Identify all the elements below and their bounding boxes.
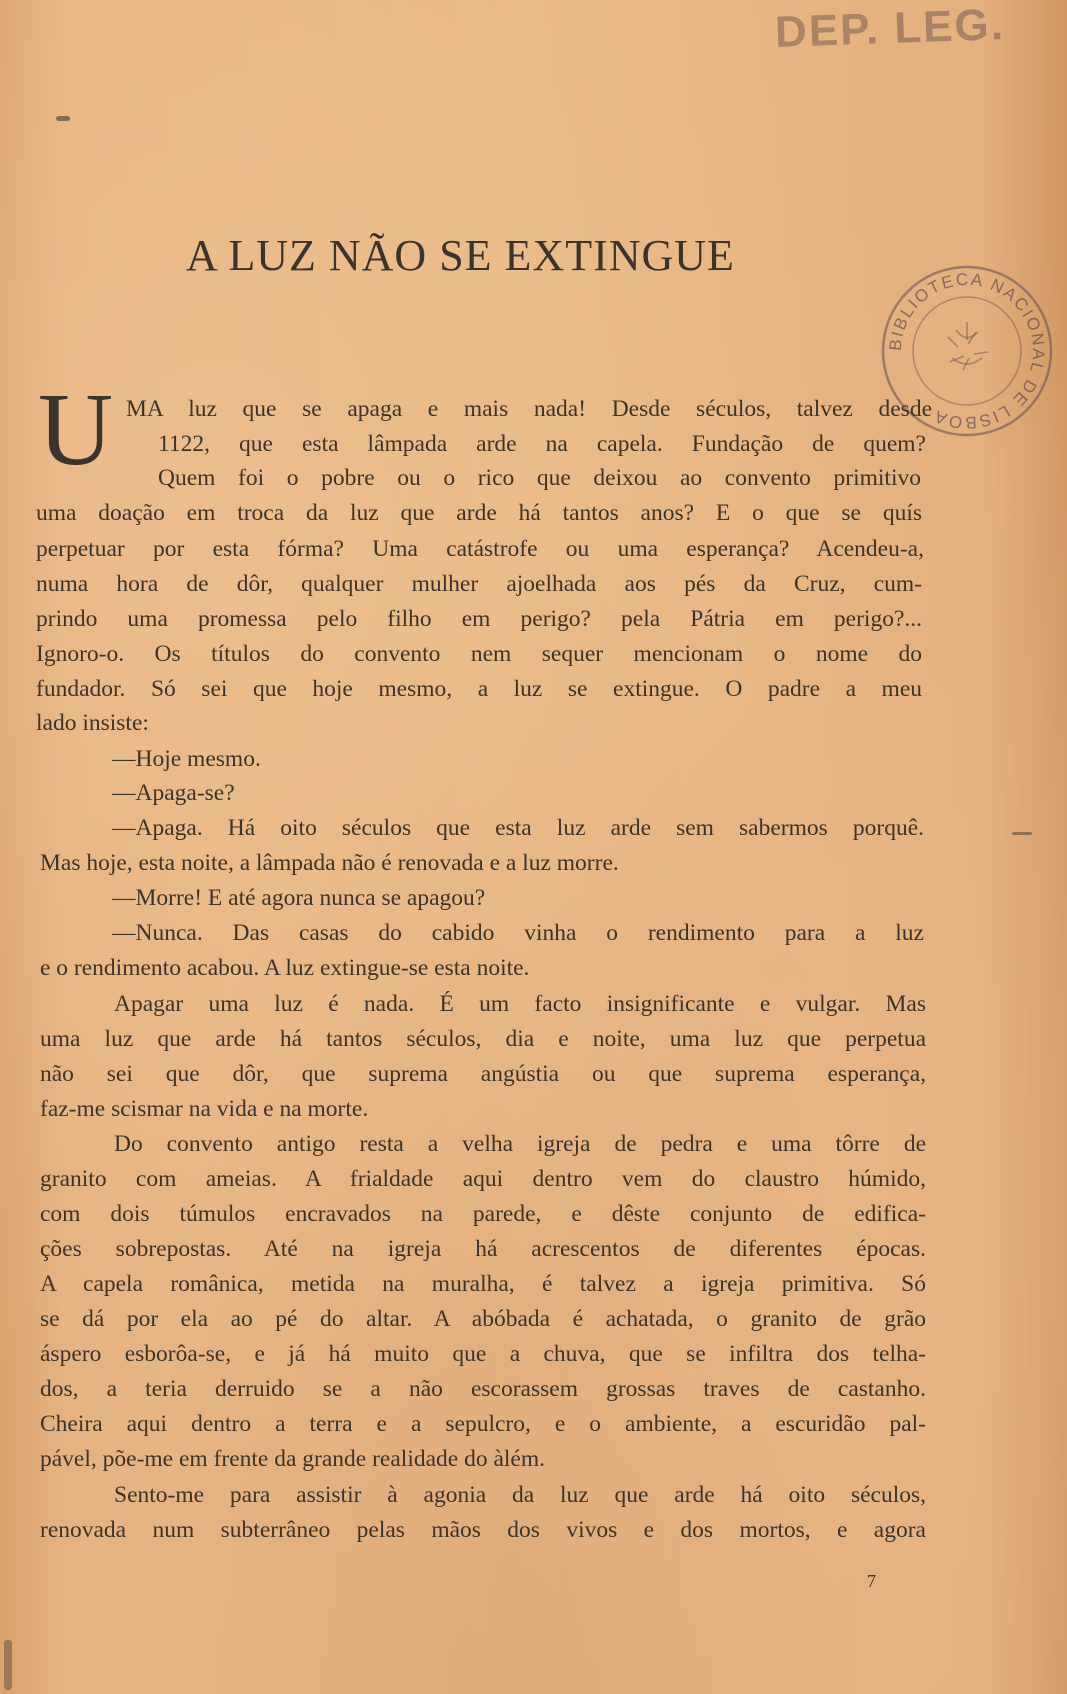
text-line: renovada num subterrâneo pelas mãos dos vivos e dos mortos, e agora bbox=[40, 1517, 926, 1543]
text-line: e o rendimento acabou. A luz extingue-se esta noite. bbox=[40, 955, 530, 981]
text-line: áspero esborôa-se, e já há muito que a chuva, que se infiltra dos telha- bbox=[40, 1341, 926, 1367]
text-line: granito com ameias. A frialdade aqui dentro vem do claustro húmido, bbox=[40, 1166, 926, 1192]
text-line: perpetuar por esta fórma? Uma catástrofe ou uma esperança? Acendeu-a, bbox=[36, 536, 924, 562]
legal-deposit-stamp: DEP. LEG. bbox=[774, 0, 1006, 57]
text-line: com dois túmulos encravados na parede, e dêste conjunto de edifica- bbox=[40, 1201, 926, 1227]
text-line: uma luz que arde há tantos séculos, dia e noite, uma luz que perpetua bbox=[40, 1026, 926, 1052]
text-line: Ignoro-o. Os títulos do convento nem sequer mencionam o nome do bbox=[36, 641, 922, 667]
dialogue-line: —Hoje mesmo. bbox=[112, 746, 261, 772]
text-line: numa hora de dôr, qualquer mulher ajoelhada aos pés da Cruz, cum- bbox=[36, 571, 922, 597]
text-line: A capela românica, metida na muralha, é talvez a igreja primitiva. Só bbox=[40, 1271, 926, 1297]
text-line: Quem foi o pobre ou o rico que deixou ao convento primitivo bbox=[158, 465, 921, 491]
edge-mark bbox=[4, 1640, 12, 1690]
text-line: Cheira aqui dentro a terra e a sepulcro, e o ambiente, a escuridão pal- bbox=[40, 1411, 926, 1437]
ink-spot bbox=[1012, 832, 1032, 835]
page-number: 7 bbox=[867, 1571, 876, 1591]
text-line: fundador. Só sei que hoje mesmo, a luz se extingue. O padre a meu bbox=[36, 676, 922, 702]
text-line: Apagar uma luz é nada. É um facto insignificante e vulgar. Mas bbox=[114, 991, 926, 1017]
drop-cap: U bbox=[38, 372, 114, 487]
text-line: Mas hoje, esta noite, a lâmpada não é renovada e a luz morre. bbox=[40, 850, 619, 876]
text-line: MA luz que se apaga e mais nada! Desde séculos, talvez desde bbox=[126, 396, 932, 422]
text-line: dos, a teria derruido se a não escorassem grossas traves de castanho. bbox=[40, 1376, 926, 1402]
text-line: uma doação em troca da luz que arde há tantos anos? E o que se quís bbox=[36, 500, 922, 526]
text-line: prindo uma promessa pelo filho em perigo? pela Pátria em perigo?... bbox=[36, 606, 922, 632]
text-line: se dá por ela ao pé do altar. A abóbada é achatada, o granito de grão bbox=[40, 1306, 926, 1332]
dialogue-line: —Apaga-se? bbox=[112, 780, 235, 806]
seal-text: BIBLIOTECA NACIONAL DE LISBOA bbox=[885, 269, 1049, 433]
text-line: pável, põe-me em frente da grande realidade do àlém. bbox=[40, 1446, 545, 1472]
text-line: lado insiste: bbox=[36, 710, 149, 736]
ink-spot bbox=[56, 116, 70, 121]
dialogue-line: —Apaga. Há oito séculos que esta luz arde sem sabermos porquê. bbox=[112, 815, 924, 841]
text-line: faz-me scismar na vida e na morte. bbox=[40, 1096, 369, 1122]
dialogue-line: —Morre! E até agora nunca se apagou? bbox=[112, 885, 486, 911]
dialogue-line: —Nunca. Das casas do cabido vinha o rendimento para a luz bbox=[112, 920, 924, 946]
chapter-title: A LUZ NÃO SE EXTINGUE bbox=[186, 231, 735, 280]
text-line: não sei que dôr, que suprema angústia ou que suprema esperança, bbox=[40, 1061, 926, 1087]
text-line: 1122, que esta lâmpada arde na capela. Fundação de quem? bbox=[158, 431, 926, 457]
text-line: ções sobrepostas. Até na igreja há acrescentos de diferentes épocas. bbox=[40, 1236, 926, 1262]
text-line: Do convento antigo resta a velha igreja de pedra e uma tôrre de bbox=[114, 1131, 926, 1157]
text-line: Sento-me para assistir à agonia da luz que arde há oito séculos, bbox=[114, 1482, 926, 1508]
